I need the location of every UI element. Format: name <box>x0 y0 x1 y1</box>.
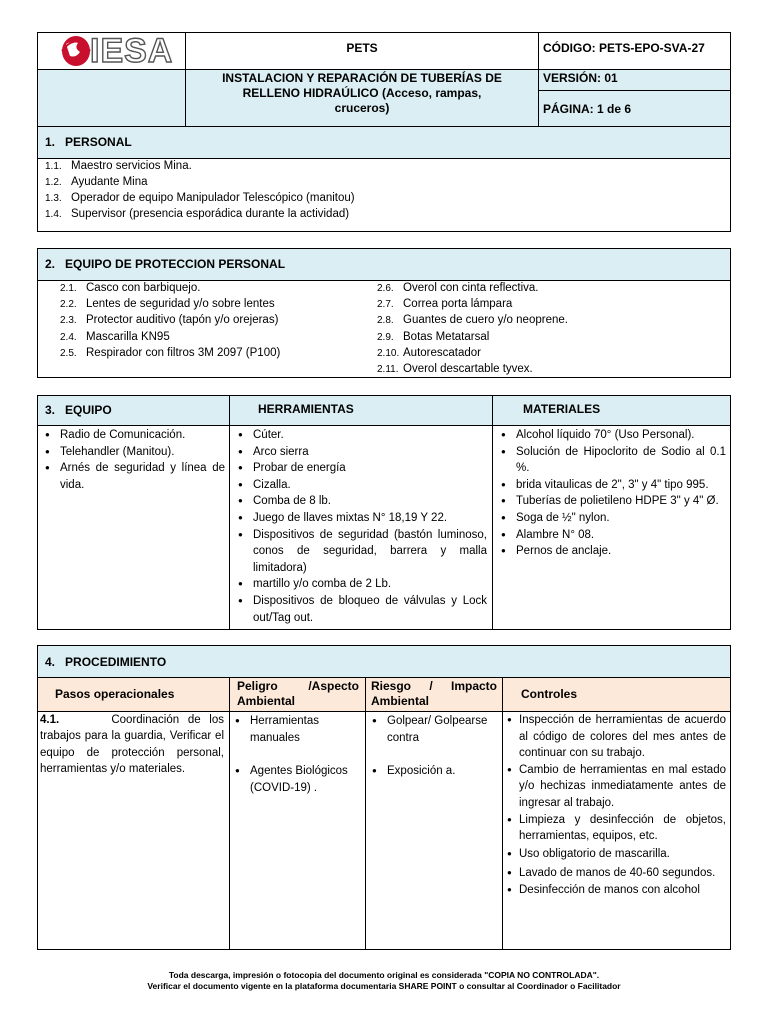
doc-page: PÁGINA: 1 de 6 <box>543 102 632 116</box>
col-steps: Pasos operacionales <box>55 687 175 701</box>
list-item: ● Arco sierra <box>235 444 487 461</box>
personal-header <box>38 127 730 158</box>
list-item: 1.2. Ayudante Mina <box>45 176 148 188</box>
list-item: ● Cúter. <box>235 427 487 444</box>
doc-code: CÓDIGO: PETS-EPO-SVA-27 <box>543 41 705 55</box>
list-item: ● Inspección de herramientas de acuerdo al código de colores del mes antes de continuar con su trabajo. <box>504 712 726 762</box>
list-item: ● Cizalla. <box>235 477 487 494</box>
list-item: 2.2. Lentes de seguridad y/o sobre lentes <box>60 298 275 310</box>
list-item: ● Juego de llaves mixtas N° 18,19 Y 22. <box>235 510 487 527</box>
list-item: ● Lavado de manos de 40-60 segundos. <box>504 865 726 882</box>
doc-title: INSTALACION Y REPARACIÓN DE TUBERÍAS DE RELLENO HIDRAÚLICO (Acceso, rampas, cruceros) <box>222 71 502 115</box>
logo-text: IESA <box>90 32 174 70</box>
list-item: ● Agentes Biológicos (COVID-19) . <box>232 763 360 796</box>
list-item: 1.1. Maestro servicios Mina. <box>45 160 192 172</box>
procedimiento-title: 4. PROCEDIMIENTO <box>45 655 167 669</box>
list-item: ● Arnés de seguridad y línea de vida. <box>42 460 225 493</box>
list-item: 2.11. Overol descartable tyvex. <box>377 363 533 375</box>
list-item: ● Radio de Comunicación. <box>42 427 225 444</box>
list-item: ● Tuberías de polietileno HDPE 3" y 4" Ø. <box>498 493 726 510</box>
list-item: ● Solución de Hipoclorito de Sodio al 0.1 %. <box>498 444 726 477</box>
list-item: ● Desinfección de manos con alcohol <box>504 882 726 899</box>
list-item: ● Pernos de anclaje. <box>498 543 726 560</box>
list-item: ● Exposición a. <box>369 763 499 780</box>
list-item: ● brida vitaulicas de 2", 3" y 4" tipo 995. <box>498 477 726 494</box>
hazards-list <box>232 713 360 796</box>
list-item: ● Uso obligatorio de mascarilla. <box>504 846 726 863</box>
equipo-header <box>38 396 730 425</box>
list-item: ● Soga de ½" nylon. <box>498 510 726 527</box>
col-risk: Riesgo / Impacto Ambiental <box>371 679 497 708</box>
list-item: ● Comba de 8 lb. <box>235 493 487 510</box>
step-4-1: 4.1. Coordinación de los trabajos para la guardia, Verificar el equipo de protección personal, herramientas y/o materiales. <box>40 714 225 776</box>
tools-list <box>235 427 487 626</box>
col-controls: Controles <box>521 687 578 701</box>
epp-title: 2. EQUIPO DE PROTECCION PERSONAL <box>45 257 286 271</box>
equipo-title: 3. EQUIPO <box>45 403 112 417</box>
list-item: ● Probar de energía <box>235 460 487 477</box>
risks-list <box>369 713 499 780</box>
list-item: ● Cambio de herramientas en mal estado y/o hechizas inmediatamente antes de ingresar al trabajo. <box>504 762 726 812</box>
doc-type: PETS <box>346 41 378 55</box>
tools-title: HERRAMIENTAS <box>258 402 354 416</box>
list-item: ● Dispositivos de seguridad (bastón luminoso, conos de seguridad, barrera y malla limitadora) <box>235 527 487 577</box>
list-item: ● Herramientas manuales <box>232 713 360 746</box>
materials-title: MATERIALES <box>523 402 601 416</box>
controls-list <box>504 712 726 899</box>
list-item: 1.4. Supervisor (presencia esporádica durante la actividad) <box>45 208 350 220</box>
list-item: 2.10. Autorescatador <box>377 347 481 359</box>
list-item: 2.3. Protector auditivo (tapón y/o orejeras) <box>60 314 279 326</box>
list-item: ● Telehandler (Manitou). <box>42 444 225 461</box>
list-item: 2.9. Botas Metatarsal <box>377 331 490 343</box>
list-item: 2.8. Guantes de cuero y/o neoprene. <box>377 314 568 326</box>
doc-version: VERSIÓN: 01 <box>543 71 618 85</box>
list-item: ● Alcohol líquido 70° (Uso Personal). <box>498 427 726 444</box>
materials-list <box>498 427 726 560</box>
list-item: 2.4. Mascarilla KN95 <box>60 331 170 343</box>
equipment-list <box>42 427 225 493</box>
list-item: 2.6. Overol con cinta reflectiva. <box>377 282 539 294</box>
list-item: ● Golpear/ Golpearse contra <box>369 713 499 746</box>
list-item: ● martillo y/o comba de 2 Lb. <box>235 576 487 593</box>
company-logo <box>40 34 182 68</box>
col-hazard: Peligro /Aspecto Ambiental <box>237 679 359 708</box>
list-item: 1.3. Operador de equipo Manipulador Telescópico (manitou) <box>45 192 355 204</box>
personal-title: 1. PERSONAL <box>45 135 132 149</box>
list-item: ● Dispositivos de bloqueo de válvulas y Lock out/Tag out. <box>235 593 487 626</box>
list-item: 2.1. Casco con barbiquejo. <box>60 282 201 294</box>
footer-note: Toda descarga, impresión o fotocopia del documento original es considerada "COPIA NO CONTROLADA". Verificar el documento vigente en la plataforma documentaria SHARE POINT o consultar al Coordinador o Facilitador <box>147 970 621 991</box>
list-item: ● Limpieza y desinfección de objetos, herramientas, equipos, etc. <box>504 812 726 845</box>
list-item: ● Alambre N° 08. <box>498 527 726 544</box>
list-item: 2.7. Correa porta lámpara <box>377 298 513 310</box>
list-item: 2.5. Respirador con filtros 3M 2097 (P100) <box>60 347 281 359</box>
